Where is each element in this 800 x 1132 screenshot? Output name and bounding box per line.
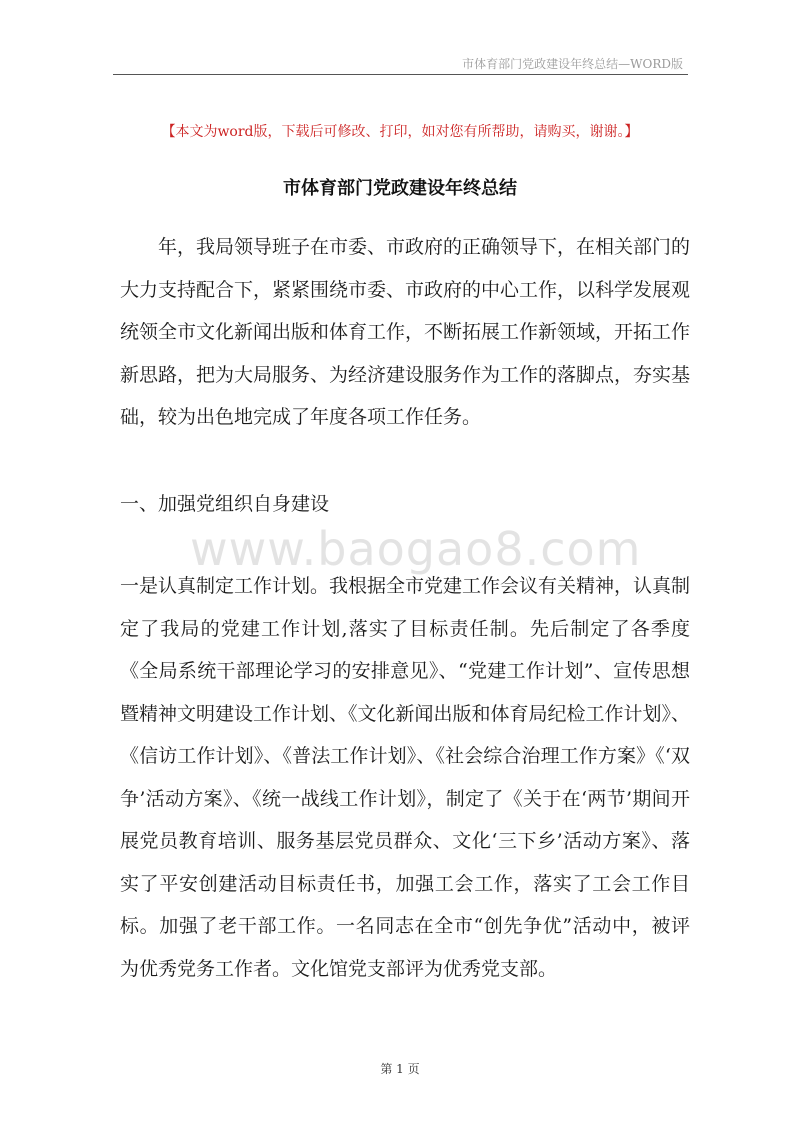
document-title: 市体育部门党政建设年终总结 [283,178,517,199]
header-divider [113,74,688,75]
section-paragraph: 一是认真制定工作计划。我根据全市党建工作会议有关精神，认真制定了我局的党建工作计划,落实了目标责任制。先后制定了各季度《全局系统干部理论学习的安排意见》、“党建工作计划”、宣传思想暨精神文明建设工作计划、《文化新闻出版和体育局纪检工作计划》、《信访工作计划》、《普法工作计划》、《社会综合治理工作方案》《‘双争’活动方案》、《统一战线工作计划》，制定了《关于在‘两节’期间开展党员教育培训、服务基层党员群众、文化‘三下乡’活动方案》、落实了平安创建活动目标责任书，加强工会工作，落实了工会工作目标。加强了老干部工作。一名同志在全市“创先争优”活动中，被评为优秀党务工作者。文化馆党支部评为优秀党支部。 [120,575,691,980]
page-number: 第 1 页 [380,1062,420,1076]
intro-paragraph: 年，我局领导班子在市委、市政府的正确领导下，在相关部门的大力支持配合下，紧紧围绕市委、市政府的中心工作，以科学发展观统领全市文化新闻出版和体育工作，不断拓展工作新领域，开拓工作新思路，把为大局服务、为经济建设服务作为工作的落脚点，夯实基础，较为出色地完成了年度各项工作任务。 [120,236,691,428]
section-heading: 一、加强党组织自身建设 [120,493,330,515]
running-header: 市体育部门党政建设年终总结—WORD版 [462,57,683,71]
watermark: www.baogao8.com [190,522,642,576]
download-notice: 【本文为word版，下载后可修改、打印，如对您有所帮助，请购买，谢谢。】 [161,124,639,140]
